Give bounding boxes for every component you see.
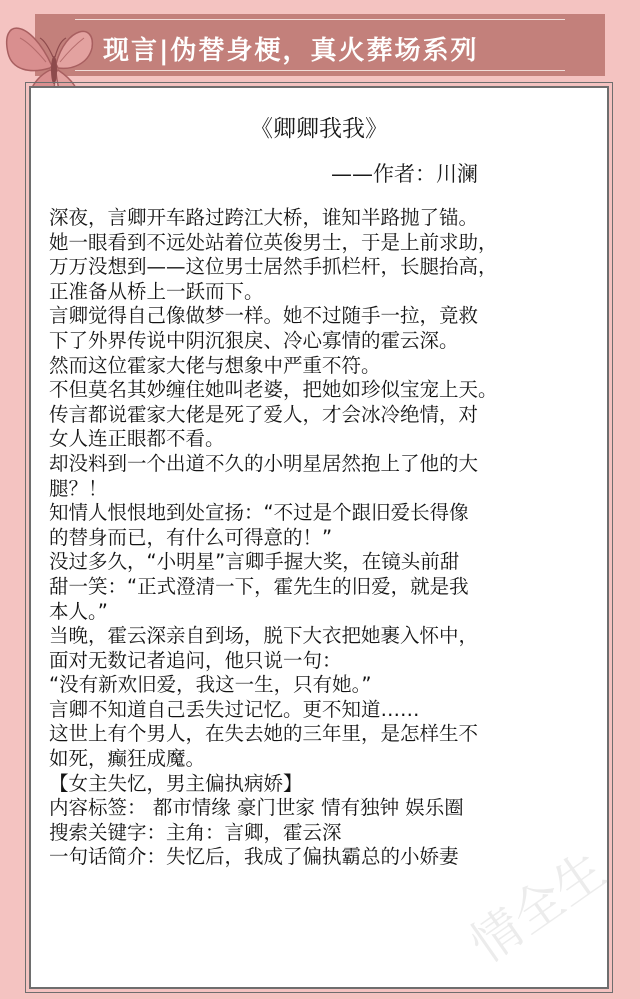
synopsis-line: 没过多久，“小明星”言卿手握大奖，在镜头前甜 xyxy=(49,550,460,574)
synopsis-line: 言卿不知道自己丢失过记忆。更不知道…… xyxy=(49,697,420,721)
synopsis-line: 正准备从桥上一跃而下。 xyxy=(49,279,264,303)
synopsis-line: 然而这位霍家大佬与想象中严重不符。 xyxy=(49,353,381,377)
synopsis-line: 甜一笑：“正式澄清一下，霍先生的旧爱，就是我 xyxy=(49,574,469,598)
synopsis-line: 下了外界传说中阴沉狠戾、冷心寡情的霍云深。 xyxy=(49,328,459,352)
synopsis-line: 女人连正眼都不看。 xyxy=(49,427,225,451)
banner-divider-bottom xyxy=(75,70,565,71)
synopsis-line: 的替身而已，有什么可得意的！” xyxy=(49,525,333,549)
synopsis-line: 深夜，言卿开车路过跨江大桥，谁知半路抛了锚。 xyxy=(49,206,479,229)
synopsis-text xyxy=(49,206,609,870)
synopsis-line: 知情人恨恨地到处宣扬：“不过是个跟旧爱长得像 xyxy=(49,501,469,525)
banner-divider-top xyxy=(75,19,565,20)
book-title: 《卿卿我我》 xyxy=(250,116,388,142)
synopsis-line: 万万没想到——这位男士居然手抓栏杆，长腿抬高， xyxy=(49,255,498,279)
synopsis-line: 她一眼看到不远处站着位英俊男士，于是上前求助， xyxy=(49,230,498,254)
one-line-summary: 一句话简介：失忆后，我成了偏执霸总的小娇妻 xyxy=(49,845,459,869)
synopsis-line: 腿？！ xyxy=(49,476,108,500)
synopsis-line: 不但莫名其妙缠住她叫老婆，把她如珍似宝宠上天。 xyxy=(49,378,498,402)
synopsis-line: 这世上有个男人，在失去她的三年里，是怎样生不 xyxy=(49,722,479,746)
synopsis-line: 传言都说霍家大佬是死了爱人，才会冰冷绝情，对 xyxy=(49,402,479,426)
synopsis-line: 如死，癫狂成魔。 xyxy=(49,747,206,771)
synopsis-line: 本人。” xyxy=(49,599,108,623)
synopsis-line: 却没料到一个出道不久的小明星居然抱上了他的大 xyxy=(49,451,479,475)
synopsis-line: 面对无数记者追问，他只说一句： xyxy=(49,648,342,672)
synopsis-line: 言卿觉得自己像做梦一样。她不过随手一拉，竟救 xyxy=(49,304,479,328)
synopsis-line: 当晚，霍云深亲自到场，脱下大衣把她裹入怀中， xyxy=(49,624,479,648)
content-tags-line: 内容标签： 都市情缘 豪门世家 情有独钟 娱乐圈 xyxy=(49,796,464,820)
banner-title: 现言|伪替身梗，真火葬场系列 xyxy=(103,36,479,66)
search-keywords-line: 搜索关键字：主角：言卿，霍云深 xyxy=(49,820,342,844)
synopsis-card xyxy=(29,86,617,989)
tags-line: 【女主失忆，男主偏执病娇】 xyxy=(49,771,303,795)
synopsis-line: “没有新欢旧爱，我这一生，只有她。” xyxy=(49,673,372,697)
watermark: 情全生 xyxy=(460,840,617,975)
book-author: ——作者：川澜 xyxy=(331,162,478,186)
header-banner xyxy=(35,14,605,76)
